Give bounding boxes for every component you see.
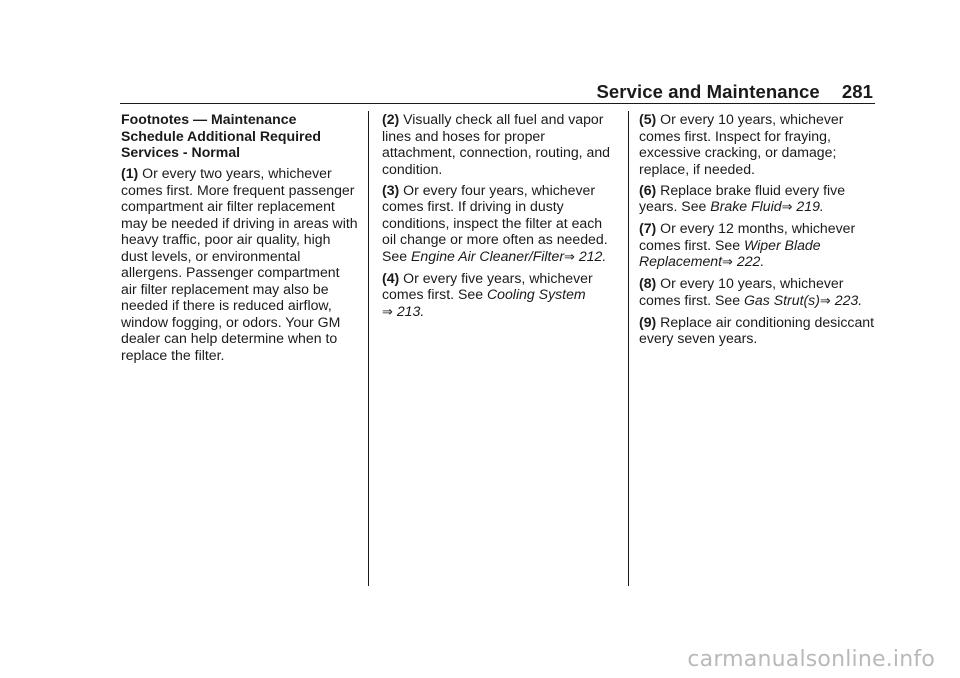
footnote-text: Or every five years, whichever comes first. See xyxy=(382,269,593,302)
page-number: 281 xyxy=(841,81,873,102)
footnote-7 xyxy=(639,220,875,271)
page-reference[interactable]: 222 xyxy=(732,253,761,269)
column-divider-2 xyxy=(628,111,629,586)
page-arrow-icon: ⇒ xyxy=(722,254,733,269)
column-2 xyxy=(382,111,618,325)
reference-end: . xyxy=(858,291,863,308)
footnote-text: Or every 12 months, whichever comes first. See xyxy=(639,220,856,253)
page-arrow-icon: ⇒ xyxy=(382,303,393,319)
cross-reference-link[interactable]: Wiper Blade Replacement xyxy=(639,236,821,269)
section-title: Service and Maintenance xyxy=(596,81,820,102)
footnote-5 xyxy=(639,111,875,177)
footnote-text: Replace brake fluid every five years. See xyxy=(639,181,846,214)
footnote-number: (3) xyxy=(382,181,400,198)
page-reference[interactable]: 219 xyxy=(792,198,820,214)
column-1 xyxy=(121,111,359,368)
footnote-text: Replace air conditioning desiccant every seven years. xyxy=(639,313,875,346)
footnote-number: (4) xyxy=(382,269,400,286)
footnote-number: (2) xyxy=(382,111,400,127)
footnote-1 xyxy=(121,165,359,363)
footnote-number: (8) xyxy=(639,275,657,291)
footnote-number: (7) xyxy=(639,220,657,236)
footnote-number: (5) xyxy=(639,111,657,127)
footnote-text: Or every four years, whichever comes first. If driving in dusty conditions, inspect the filter at each oil change or more often as needed. See xyxy=(382,181,608,264)
footnote-3 xyxy=(382,182,618,266)
reference-end: . xyxy=(819,198,824,214)
footnote-number: (1) xyxy=(121,165,139,181)
footnote-4 xyxy=(382,270,618,321)
column-divider-1 xyxy=(368,111,369,586)
header-rule xyxy=(120,103,875,104)
cross-reference-link[interactable]: Engine Air Cleaner/Filter xyxy=(411,247,565,264)
footnote-number: (9) xyxy=(639,313,657,330)
reference-end: . xyxy=(602,247,607,264)
page-header xyxy=(0,80,873,104)
footnote-8 xyxy=(639,275,875,309)
page-arrow-icon: ⇒ xyxy=(781,199,793,214)
page-arrow-icon: ⇒ xyxy=(564,248,575,264)
cross-reference-link[interactable]: Brake Fluid xyxy=(710,198,782,214)
footnote-6 xyxy=(639,182,875,216)
reference-end: . xyxy=(760,253,765,269)
footnote-2 xyxy=(382,111,618,177)
footnote-number: (6) xyxy=(639,181,657,198)
page-arrow-icon: ⇒ xyxy=(819,292,831,308)
footnote-text: Or every 10 years, whichever comes first. Inspect for fraying, excessive cracking, or damage; replace, if needed. xyxy=(639,111,844,177)
footnote-9 xyxy=(639,314,875,347)
page-reference[interactable]: 213 xyxy=(392,302,421,319)
watermark: carmanualsonline.info xyxy=(687,647,935,672)
footnotes-heading: Footnotes — Maintenance Schedule Additional Required Services - Normal xyxy=(121,111,321,160)
cross-reference-link[interactable]: Gas Strut(s) xyxy=(743,291,820,308)
footnote-text: Visually check all fuel and vapor lines and hoses for proper attachment, connection, routing, and condition. xyxy=(382,111,610,177)
page-reference[interactable]: 223 xyxy=(830,291,859,308)
column-3 xyxy=(639,111,875,351)
reference-end: . xyxy=(420,302,425,319)
page-reference[interactable]: 212 xyxy=(574,247,603,264)
footnote-text: Or every 10 years, whichever comes first. See xyxy=(639,275,844,308)
footnote-text: Or every two years, whichever comes first. More frequent passenger compartment air filter replacement may be needed if driving in areas with heavy traffic, poor air quality, high dust levels, or environmental allergens. Passenger compartment air filter replacement may also be needed if there is reduced airflow, window fogging, or odors. Your GM dealer can help determine when to replace the filter. xyxy=(121,165,358,363)
cross-reference-link[interactable]: Cooling System xyxy=(486,286,586,302)
